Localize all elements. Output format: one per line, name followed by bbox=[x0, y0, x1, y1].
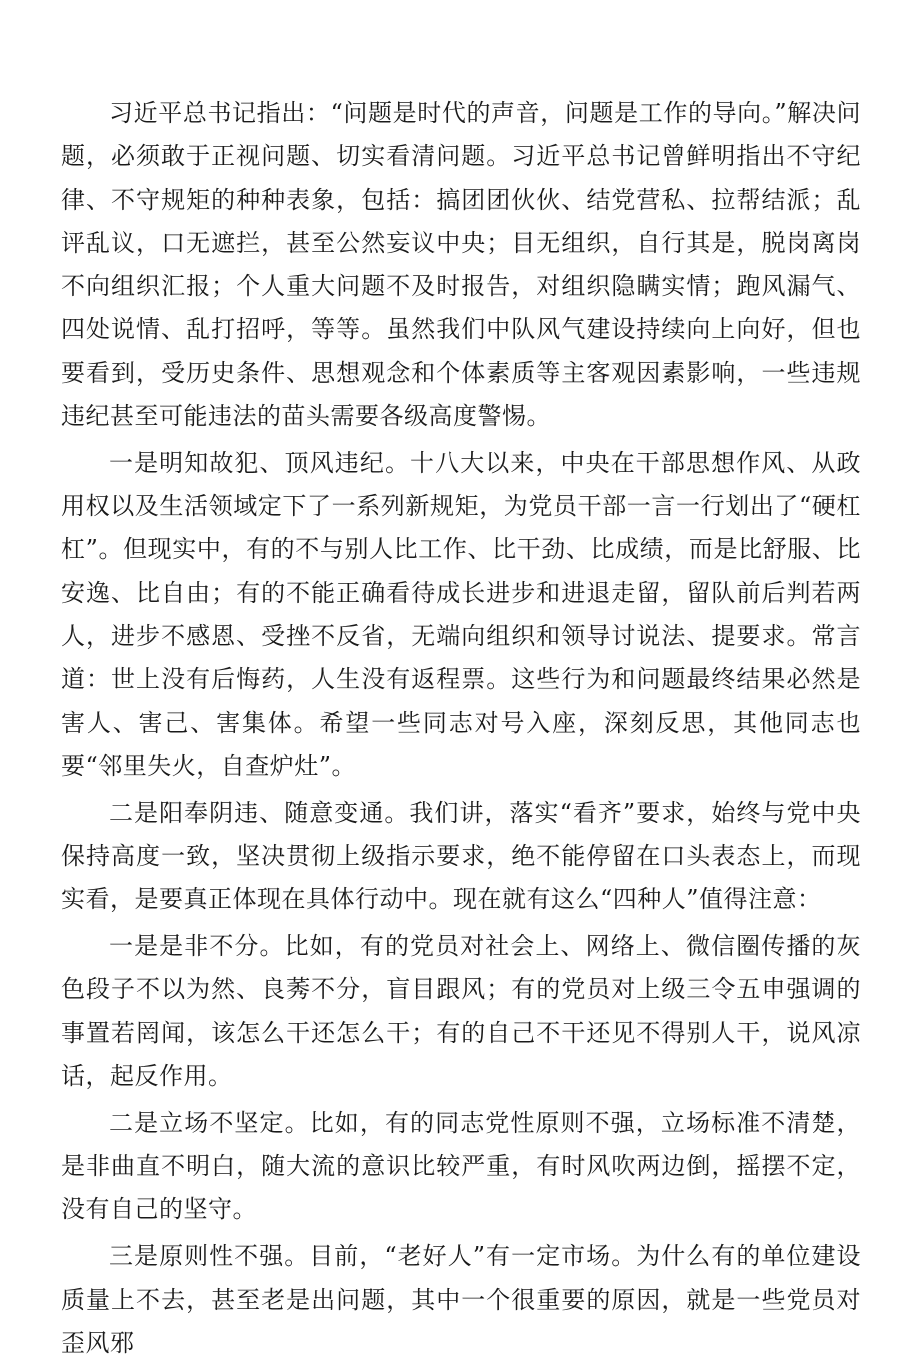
paragraph-point-one: 一是明知故犯、顶风违纪。十八大以来，中央在干部思想作风、从政用权以及生活领域定下了一系列新规矩，为党员干部一言一行划出了“硬杠杠”。但现实中，有的不与别人比工作、比干劲、比成绩，而是比舒服、比安逸、比自由；有的不能正确看待成长进步和进退走留，留队前后判若两人，进步不感恩、受挫不反省，无端向组织和领导讨说法、提要求。常言道：世上没有后悔药，人生没有返程票。这些行为和问题最终结果必然是害人、害己、害集体。希望一些同志对号入座，深刻反思，其他同志也要“邻里失火，自查炉灶”。 bbox=[61, 448, 861, 780]
document-body bbox=[61, 92, 861, 1365]
paragraph-point-two: 二是阳奉阴违、随意变通。我们讲，落实“看齐”要求，始终与党中央保持高度一致，坚决贯彻上级指示要求，绝不能停留在口头表态上，而现实看，是要真正体现在具体行动中。现在就有这么“四种人”值得注意： bbox=[61, 798, 861, 914]
paragraph-sub-two: 二是立场不坚定。比如，有的同志党性原则不强，立场标准不清楚，是非曲直不明白，随大流的意识比较严重，有时风吹两边倒，摇摆不定，没有自己的坚守。 bbox=[61, 1108, 861, 1224]
paragraph-sub-three: 三是原则性不强。目前，“老好人”有一定市场。为什么有的单位建设质量上不去，甚至老是出问题，其中一个很重要的原因，就是一些党员对歪风邪 bbox=[61, 1242, 861, 1357]
paragraph-intro: 习近平总书记指出：“问题是时代的声音，问题是工作的导向。”解决问题，必须敢于正视问题、切实看清问题。习近平总书记曾鲜明指出不守纪律、不守规矩的种种表象，包括：搞团团伙伙、结党营私、拉帮结派；乱评乱议，口无遮拦，甚至公然妄议中央；目无组织，自行其是，脱岗离岗不向组织汇报；个人重大问题不及时报告，对组织隐瞒实情；跑风漏气、四处说情、乱打招呼，等等。虽然我们中队风气建设持续向上向好，但也要看到，受历史条件、思想观念和个体素质等主客观因素影响，一些违规违纪甚至可能违法的苗头需要各级高度警惕。 bbox=[61, 99, 861, 431]
paragraph-sub-one: 一是是非不分。比如，有的党员对社会上、网络上、微信圈传播的灰色段子不以为然、良莠不分，盲目跟风；有的党员对上级三令五申强调的事置若罔闻，该怎么干还怎么干；有的自己不干还见不得别人干，说风凉话，起反作用。 bbox=[61, 932, 861, 1091]
